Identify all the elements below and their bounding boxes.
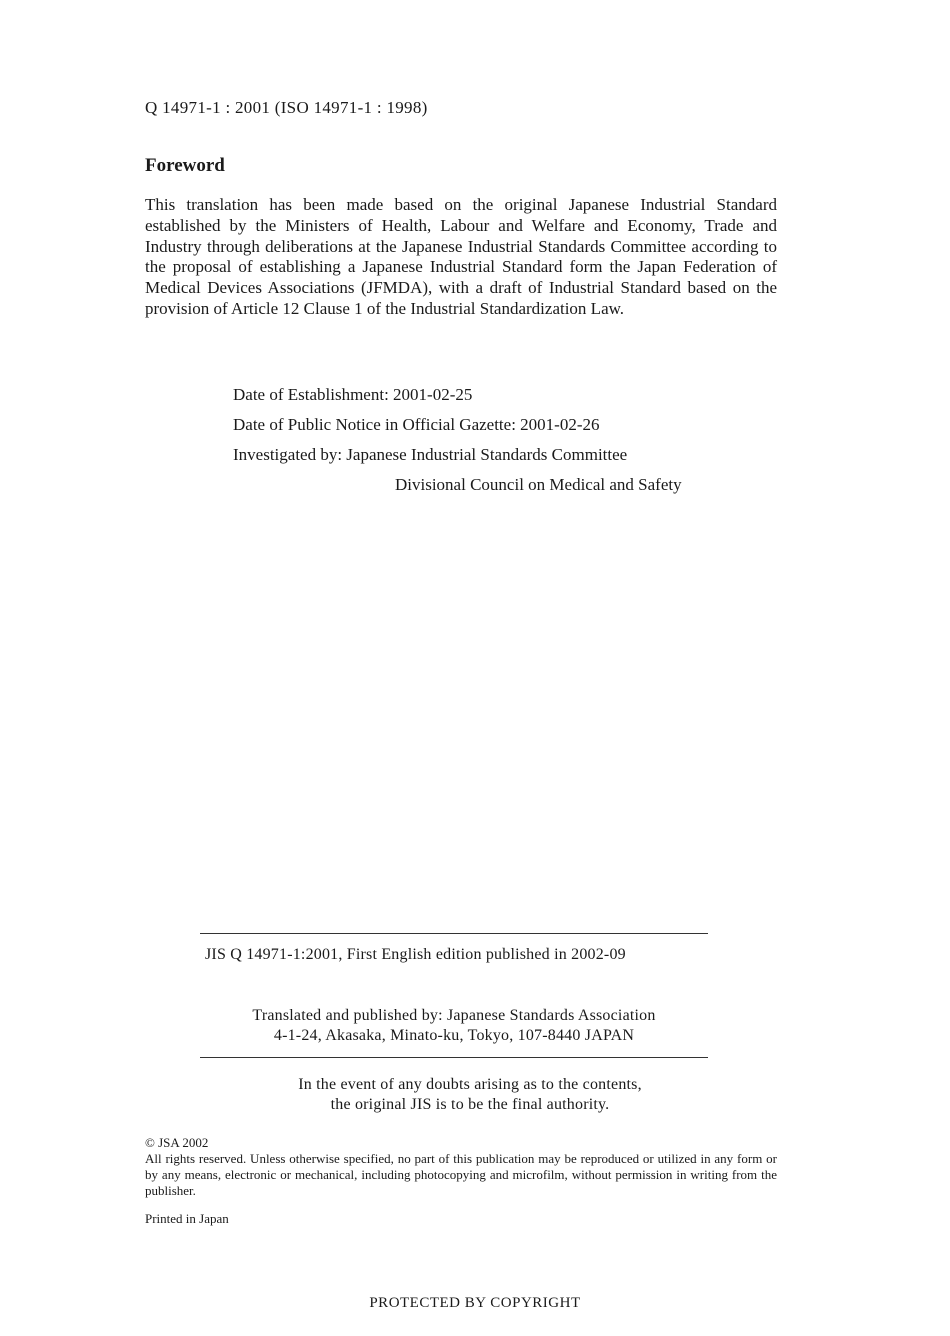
printed-in: Printed in Japan [145, 1211, 229, 1226]
copyright-notice [145, 1135, 777, 1199]
rights-statement: All rights reserved. Unless otherwise specified, no part of this publication may be reproduced or utilized in any form or by any means, electronic or mechanical, including photocopying and microfilm, without permission in writing from the publisher. [145, 1151, 777, 1198]
document-id: Q 14971-1 : 2001 (ISO 14971-1 : 1998) [145, 98, 428, 117]
top-divider [200, 933, 708, 934]
date-of-public-notice: Date of Public Notice in Official Gazette: 2001-02-26 [233, 415, 600, 434]
investigated-by: Investigated by: Japanese Industrial Standards Committee [233, 445, 628, 464]
publisher-block [184, 1006, 724, 1046]
copyright-symbol-line: © JSA 2002 [145, 1135, 209, 1150]
authority-note [200, 1075, 740, 1115]
date-of-establishment: Date of Establishment: 2001-02-25 [233, 385, 473, 404]
protected-by-copyright-watermark: PROTECTED BY COPYRIGHT [369, 1295, 581, 1311]
establishment-info [233, 380, 682, 500]
address-line: 4-1-24, Akasaka, Minato-ku, Tokyo, 107-8440 JAPAN [273, 1027, 635, 1044]
authority-note-line1: In the event of any doubts arising as to the contents, [298, 1076, 642, 1093]
foreword-paragraph: This translation has been made based on the original Japanese Industrial Standard established by the Ministers of Health, Labour and Welfare and Economy, Trade and Industry through deliberations at the Japanese Industrial Standards Committee according to the proposal of establishing a Japanese Industrial Standard form the Japan Federation of Medical Devices Associations (JFMDA), with a draft of Industrial Standard based on the provision of Article 12 Clause 1 of the Industrial Standardization Law. [145, 195, 777, 318]
publisher-line: Translated and published by: Japanese Standards Association [252, 1007, 656, 1024]
edition-line: JIS Q 14971-1:2001, First English edition published in 2002-09 [205, 946, 626, 963]
bottom-divider [200, 1057, 708, 1058]
foreword-heading: Foreword [145, 155, 225, 176]
authority-note-line2: the original JIS is to be the final authority. [330, 1096, 610, 1113]
divisional-council: Divisional Council on Medical and Safety [395, 475, 682, 494]
